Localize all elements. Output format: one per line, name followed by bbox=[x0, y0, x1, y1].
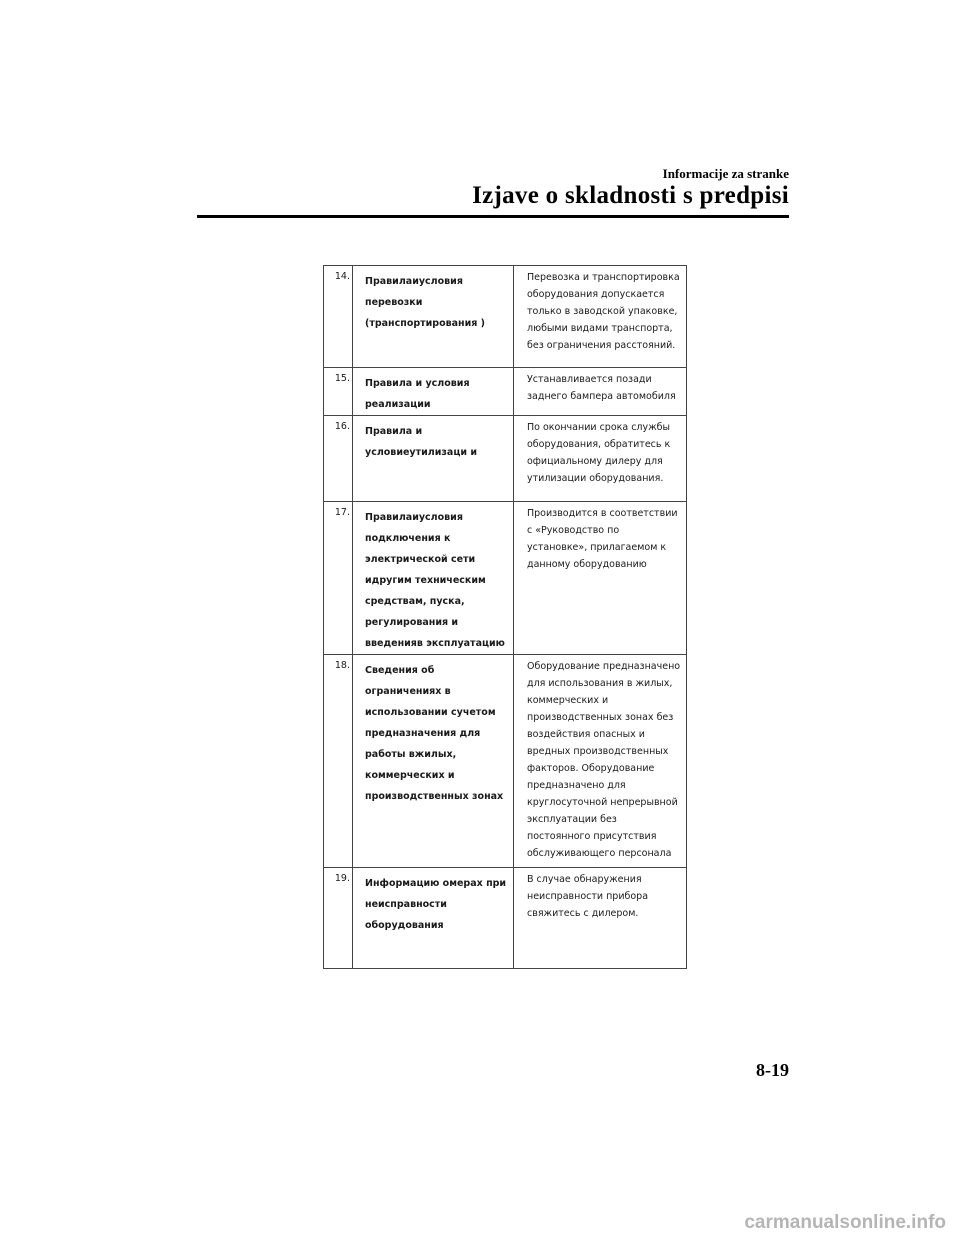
row-description: Устанавливается позади заднего бампера автомобиля bbox=[514, 368, 687, 416]
section-label: Informacije za stranke bbox=[662, 166, 789, 181]
table-row bbox=[324, 416, 687, 502]
table-row bbox=[324, 368, 687, 416]
row-label: Правила и условия реализации bbox=[353, 368, 514, 416]
row-number: 15. bbox=[324, 368, 353, 416]
row-number: 14. bbox=[324, 266, 353, 368]
row-label: Правилаиусловия перевозки (транспортирования ) bbox=[353, 266, 514, 368]
row-label: Правилаиусловия подключения к электрической сети идругим техническим средствам, пуска, регулирования и введенияв эксплуатацию bbox=[353, 502, 514, 655]
row-number: 17. bbox=[324, 502, 353, 655]
row-number: 19. bbox=[324, 868, 353, 969]
row-number: 16. bbox=[324, 416, 353, 502]
table-row bbox=[324, 502, 687, 655]
row-description: Оборудование предназначено для использования в жилых, коммерческих и производственных зонах без воздействия опасных и вредных производственных факторов. Оборудование предназначено для круглосуточной непрерывной эксплуатации без постоянного присутствия обслуживающего персонала bbox=[514, 655, 687, 868]
row-label: Сведения об ограничениях в использовании сучетом предназначения для работы вжилых, коммерческих и производственных зонах bbox=[353, 655, 514, 868]
table-row bbox=[324, 868, 687, 969]
row-number: 18. bbox=[324, 655, 353, 868]
row-description: По окончании срока службы оборудования, обратитесь к официальному дилеру для утилизации оборудования. bbox=[514, 416, 687, 502]
regulations-table bbox=[323, 265, 687, 969]
page-title: Izjave o skladnosti s predpisi bbox=[472, 182, 789, 209]
row-description: Производится в соответствии с «Руководство по установке», прилагаемом к данному оборудованию bbox=[514, 502, 687, 655]
table-row bbox=[324, 655, 687, 868]
row-label: Правила и условиеутилизаци и bbox=[353, 416, 514, 502]
table-row bbox=[324, 266, 687, 368]
title-divider bbox=[197, 215, 789, 218]
page-number: 8-19 bbox=[756, 1060, 789, 1080]
row-label: Информацию омерах при неисправности оборудования bbox=[353, 868, 514, 969]
watermark: carmanualsonline.info bbox=[744, 1212, 946, 1233]
row-description: В случае обнаружения неисправности прибора свяжитесь с дилером. bbox=[514, 868, 687, 969]
row-description: Перевозка и транспортировка оборудования допускается только в заводской упаковке, любыми видами транспорта, без ограничения расстояний. bbox=[514, 266, 687, 368]
